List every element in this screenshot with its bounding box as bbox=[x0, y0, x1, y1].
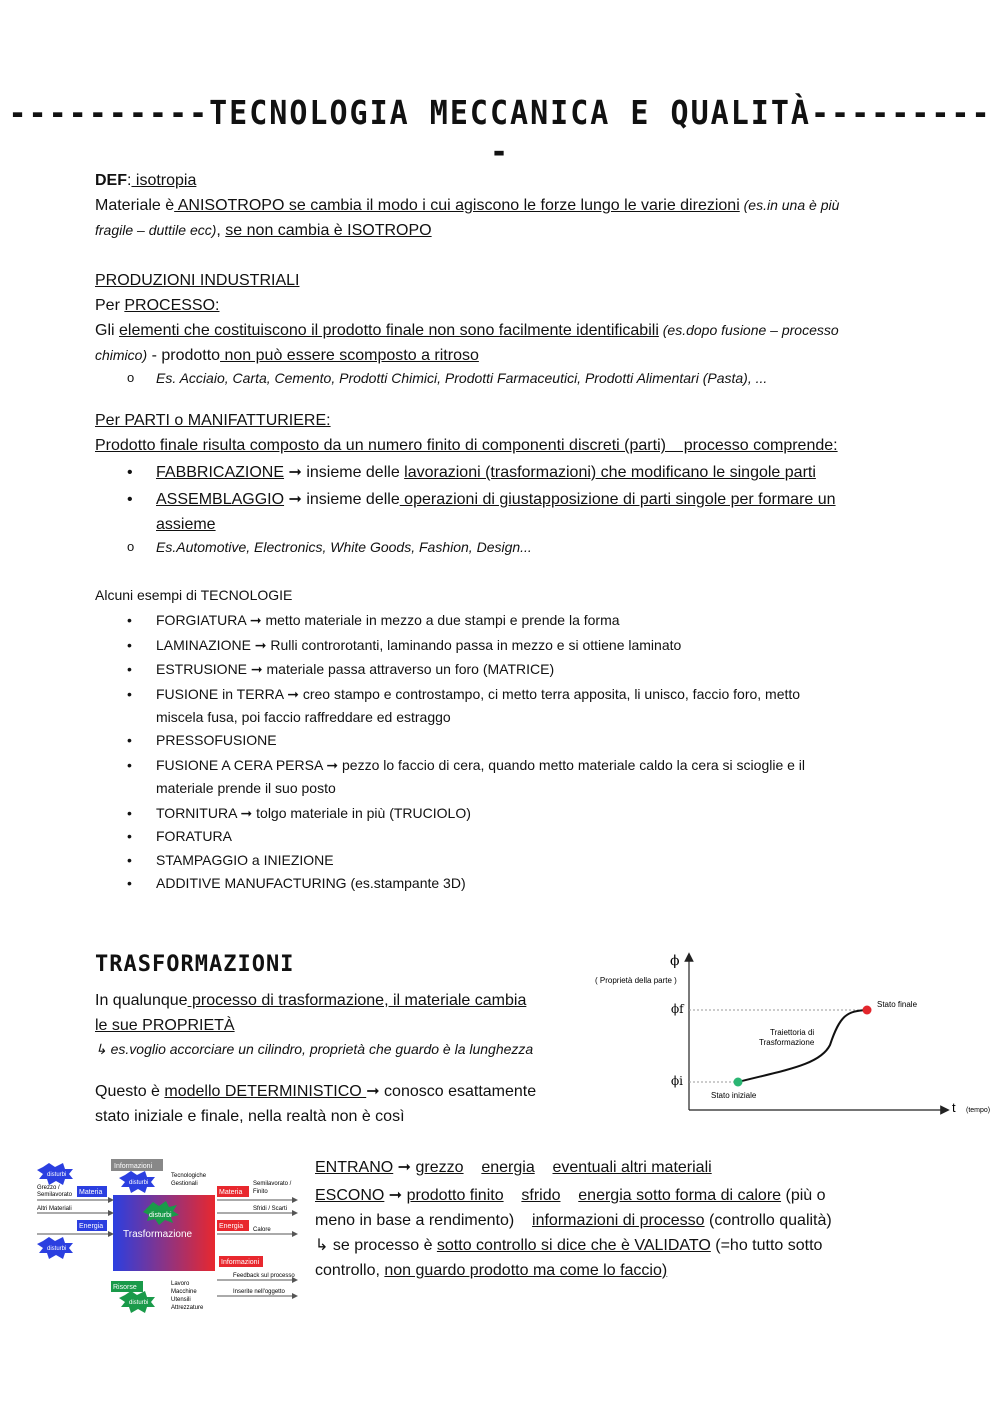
processo-italic: (es.dopo fusione – processo bbox=[658, 322, 839, 338]
feedback-label: Feedback sul processo bbox=[233, 1273, 295, 1279]
tech-item-cont: materiale prende il suo posto bbox=[156, 780, 336, 796]
bullet: • bbox=[127, 491, 133, 508]
section-heading-trasformazioni: TRASFORMAZIONI bbox=[95, 952, 295, 977]
def-text-b: ANISOTROPO se cambia il modo i cui agiscono le forze lungo le varie direzioni bbox=[174, 197, 740, 214]
trasf-text: In qualunque bbox=[95, 992, 188, 1009]
disturbi-burst bbox=[119, 1291, 155, 1313]
processo-label: PROCESSO: bbox=[124, 297, 220, 314]
per-label: Per bbox=[95, 297, 125, 314]
processo-chimico: chimico) bbox=[95, 347, 148, 363]
processo-desc-2 bbox=[95, 343, 479, 368]
initial-state-label: Stato iniziale bbox=[711, 1091, 757, 1100]
macchine-label: Macchine bbox=[171, 1289, 197, 1295]
risorse-label: Risorse bbox=[113, 1284, 137, 1291]
prodotto-item: prodotto finito bbox=[406, 1187, 504, 1204]
semilav-out-label: Semilavorato / bbox=[253, 1181, 292, 1187]
processo-scomposto: non può essere scomposto a ritroso bbox=[220, 347, 479, 364]
fabbricazione-desc: lavorazioni (trasformazioni) che modificano le singole parti bbox=[404, 464, 816, 481]
section-heading-parti: Per PARTI o MANIFATTURIERE: bbox=[95, 412, 331, 429]
trasf-example: ↳ es.voglio accorciare un cilindro, proprietà che guardo è la lunghezza bbox=[95, 1041, 534, 1057]
bullet: • bbox=[127, 612, 132, 628]
lavoro-label: Lavoro bbox=[171, 1281, 190, 1287]
final-state-dot bbox=[863, 1006, 872, 1015]
page-title: ----------TECNOLOGIA MECCANICA E QUALITÀ---------- bbox=[8, 94, 992, 172]
def-text-e: , bbox=[216, 222, 226, 239]
escono-line bbox=[315, 1183, 826, 1208]
arrow: ➞ bbox=[384, 1187, 407, 1204]
svg-text:disturbi: disturbi bbox=[149, 1212, 172, 1219]
per-processo bbox=[95, 293, 219, 318]
initial-state-dot bbox=[734, 1078, 743, 1087]
list-marker: o bbox=[127, 539, 135, 554]
energia-out-label: Energia bbox=[219, 1223, 244, 1230]
processo-underlined: elementi che costituiscono il prodotto finale non sono facilmente identificabili bbox=[119, 322, 659, 339]
trajectory-graph bbox=[585, 945, 995, 1130]
trasf-p2-line2: stato iniziale e finale, nella realtà non è così bbox=[95, 1108, 405, 1125]
inserite-label: Inserite nell'oggetto bbox=[233, 1289, 285, 1295]
def-text-d: fragile – duttile ecc) bbox=[95, 222, 217, 238]
sfrido-item: sfrido bbox=[521, 1187, 561, 1204]
list-marker: o bbox=[127, 370, 135, 385]
semilavorato-label: Semilavorato bbox=[37, 1192, 73, 1198]
parti-examples: Es.Automotive, Electronics, White Goods, Fashion, Design... bbox=[156, 539, 532, 555]
bullet: • bbox=[127, 852, 132, 868]
controllo-text: (controllo qualità) bbox=[704, 1212, 832, 1229]
controllo-a: controllo, bbox=[315, 1262, 385, 1279]
def-colon: : bbox=[127, 172, 132, 189]
grezzo-label: Grezzo / bbox=[37, 1185, 60, 1191]
controllo-line bbox=[315, 1258, 667, 1283]
escono-line-2 bbox=[315, 1208, 832, 1233]
trasf-p2-b: modello DETERMINISTICO bbox=[164, 1083, 367, 1100]
utensili-label: Utensili bbox=[171, 1297, 191, 1303]
se-text: ↳ se processo è bbox=[315, 1237, 437, 1254]
disturbi-burst bbox=[37, 1163, 73, 1185]
tech-item-cont: miscela fusa, poi faccio raffreddare ed estraggo bbox=[156, 709, 451, 725]
bullet: • bbox=[127, 732, 132, 748]
processo-prodotto: - prodotto bbox=[147, 347, 221, 364]
trajectory-label-2: Trasformazione bbox=[759, 1038, 815, 1047]
tecnologie-heading: Alcuni esempi di TECNOLOGIE bbox=[95, 587, 293, 603]
grezzo-item: grezzo bbox=[415, 1159, 464, 1176]
trajectory-label-1: Traiettoria di bbox=[770, 1028, 815, 1037]
assemblaggio-arrow: ➞ insieme delle bbox=[284, 491, 400, 508]
assemblaggio-desc: operazioni di giustapposizione di parti singole per formare un bbox=[399, 491, 836, 508]
def-text-2 bbox=[95, 218, 432, 243]
parti-desc: Prodotto finale risulta composto da un numero finito di componenti discreti (parti) processo comprende: bbox=[95, 437, 838, 454]
trasf-p1-line2: le sue PROPRIETÀ bbox=[95, 1017, 235, 1034]
processo-desc-1 bbox=[95, 318, 839, 343]
def-text-f: se non cambia è ISOTROPO bbox=[225, 222, 432, 239]
materia-in-label: Materia bbox=[79, 1189, 103, 1196]
tech-item: FORATURA bbox=[156, 828, 232, 844]
validato-line bbox=[315, 1233, 822, 1258]
assemblaggio-desc-cont: assieme bbox=[156, 516, 216, 533]
trasformazione-label: Trasformazione bbox=[123, 1229, 193, 1240]
escono-label: ESCONO bbox=[315, 1187, 385, 1204]
sfridi-label: Sfridi / Scarti bbox=[253, 1206, 288, 1212]
disturbi-burst bbox=[37, 1237, 73, 1259]
trasf-p2-a: Questo è bbox=[95, 1083, 165, 1100]
entrano-label: ENTRANO bbox=[315, 1159, 394, 1176]
tech-item: PRESSOFUSIONE bbox=[156, 732, 277, 748]
disturbi-burst bbox=[119, 1171, 155, 1193]
tech-item: FUSIONE A CERA PERSA ➞ pezzo lo faccio di cera, quando metto materiale caldo la cera si scioglie e il bbox=[156, 757, 806, 773]
def-label: DEF bbox=[95, 172, 127, 189]
validato-text: sotto controllo si dice che è VALIDATO bbox=[436, 1237, 711, 1254]
processo-gli: Gli bbox=[95, 322, 119, 339]
section-heading-produzioni: PRODUZIONI INDUSTRIALI bbox=[95, 272, 300, 289]
energia-calore-item: energia sotto forma di calore bbox=[578, 1187, 782, 1204]
bullet: • bbox=[127, 757, 132, 773]
trasf-text-u: processo di trasformazione, il materiale cambia bbox=[187, 992, 527, 1009]
informazioni-label: Informazioni bbox=[114, 1163, 153, 1170]
altri-item: eventuali altri materiali bbox=[552, 1159, 712, 1176]
svg-text:disturbi: disturbi bbox=[47, 1246, 67, 1252]
info-out-label: Informazioni bbox=[221, 1259, 260, 1266]
controllo-u: non guardo prodotto ma come lo faccio) bbox=[384, 1262, 668, 1279]
piu-o-text: (più o bbox=[781, 1187, 826, 1204]
attrezzature-label: Attrezzature bbox=[171, 1305, 204, 1311]
bullet: • bbox=[127, 464, 133, 481]
meno-text: meno in base a rendimento) bbox=[315, 1212, 515, 1229]
bullet: • bbox=[127, 637, 132, 653]
assemblaggio-item bbox=[156, 487, 836, 512]
phi-label: ϕ bbox=[670, 953, 680, 969]
info-item: informazioni di processo bbox=[532, 1212, 705, 1229]
tech-item: ESTRUSIONE ➞ materiale passa attraverso un foro (MATRICE) bbox=[156, 661, 555, 677]
tecnologiche-label: Tecnologiche bbox=[171, 1173, 207, 1179]
def-text-a: Materiale è bbox=[95, 197, 175, 214]
tempo-label: (tempo) bbox=[966, 1107, 991, 1114]
trasf-p2-c: ➞ conosco esattamente bbox=[366, 1083, 537, 1100]
svg-text:disturbi: disturbi bbox=[47, 1172, 67, 1178]
svg-text:disturbi: disturbi bbox=[129, 1180, 149, 1186]
tutto-sotto-text: (=ho tutto sotto bbox=[710, 1237, 823, 1254]
arrow: ➞ bbox=[393, 1159, 416, 1176]
fabbricazione-arrow: ➞ insieme delle bbox=[284, 464, 405, 481]
finito-label: Finito bbox=[253, 1189, 268, 1195]
tech-item: ADDITIVE MANUFACTURING (es.stampante 3D) bbox=[156, 875, 466, 891]
tech-item: STAMPAGGIO a INIEZIONE bbox=[156, 852, 334, 868]
trasf-p1-line1 bbox=[95, 988, 526, 1013]
assemblaggio-label: ASSEMBLAGGIO bbox=[156, 491, 285, 508]
tech-item: FUSIONE in TERRA ➞ creo stampo e controstampo, ci metto terra apposita, li unisco, faccio foro, metto bbox=[156, 686, 801, 702]
transformation-diagram bbox=[33, 1155, 301, 1317]
trasf-p2-line1 bbox=[95, 1079, 536, 1104]
bullet: • bbox=[127, 875, 132, 891]
fabbricazione-label: FABBRICAZIONE bbox=[156, 464, 285, 481]
bullet: • bbox=[127, 661, 132, 677]
fabbricazione-item bbox=[156, 460, 816, 485]
tech-item: TORNITURA ➞ tolgo materiale in più (TRUCIOLO) bbox=[156, 805, 471, 821]
phi-f-label: ϕf bbox=[671, 1002, 684, 1016]
bullet: • bbox=[127, 686, 132, 702]
def-text-c: (es.in una è più bbox=[739, 197, 840, 213]
def-line bbox=[95, 168, 196, 193]
materia-out-label: Materia bbox=[219, 1189, 243, 1196]
calore-label: Calore bbox=[253, 1227, 271, 1233]
gestionali-label: Gestionali bbox=[171, 1181, 198, 1187]
altri-label: Altri Materiali bbox=[37, 1206, 72, 1212]
energia-in-label: Energia bbox=[79, 1223, 104, 1230]
svg-text:disturbi: disturbi bbox=[129, 1300, 149, 1306]
t-label: t bbox=[952, 1100, 956, 1115]
def-term: isotropia bbox=[131, 172, 197, 189]
y-axis-label: ( Proprietà della parte ) bbox=[595, 976, 677, 985]
tech-item: LAMINAZIONE ➞ Rulli controrotanti, laminando passa in mezzo e si ottiene laminato bbox=[156, 637, 682, 653]
entrano-line bbox=[315, 1155, 712, 1180]
processo-examples: Es. Acciaio, Carta, Cemento, Prodotti Chimici, Prodotti Farmaceutici, Prodotti Alimentari (Pasta), ... bbox=[156, 370, 768, 386]
bullet: • bbox=[127, 805, 132, 821]
bullet: • bbox=[127, 828, 132, 844]
tech-item: FORGIATURA ➞ metto materiale in mezzo a due stampi e prende la forma bbox=[156, 612, 620, 628]
final-state-label: Stato finale bbox=[877, 1000, 918, 1009]
phi-i-label: ϕi bbox=[671, 1074, 684, 1088]
def-text-1 bbox=[95, 193, 839, 218]
energia-item: energia bbox=[481, 1159, 535, 1176]
